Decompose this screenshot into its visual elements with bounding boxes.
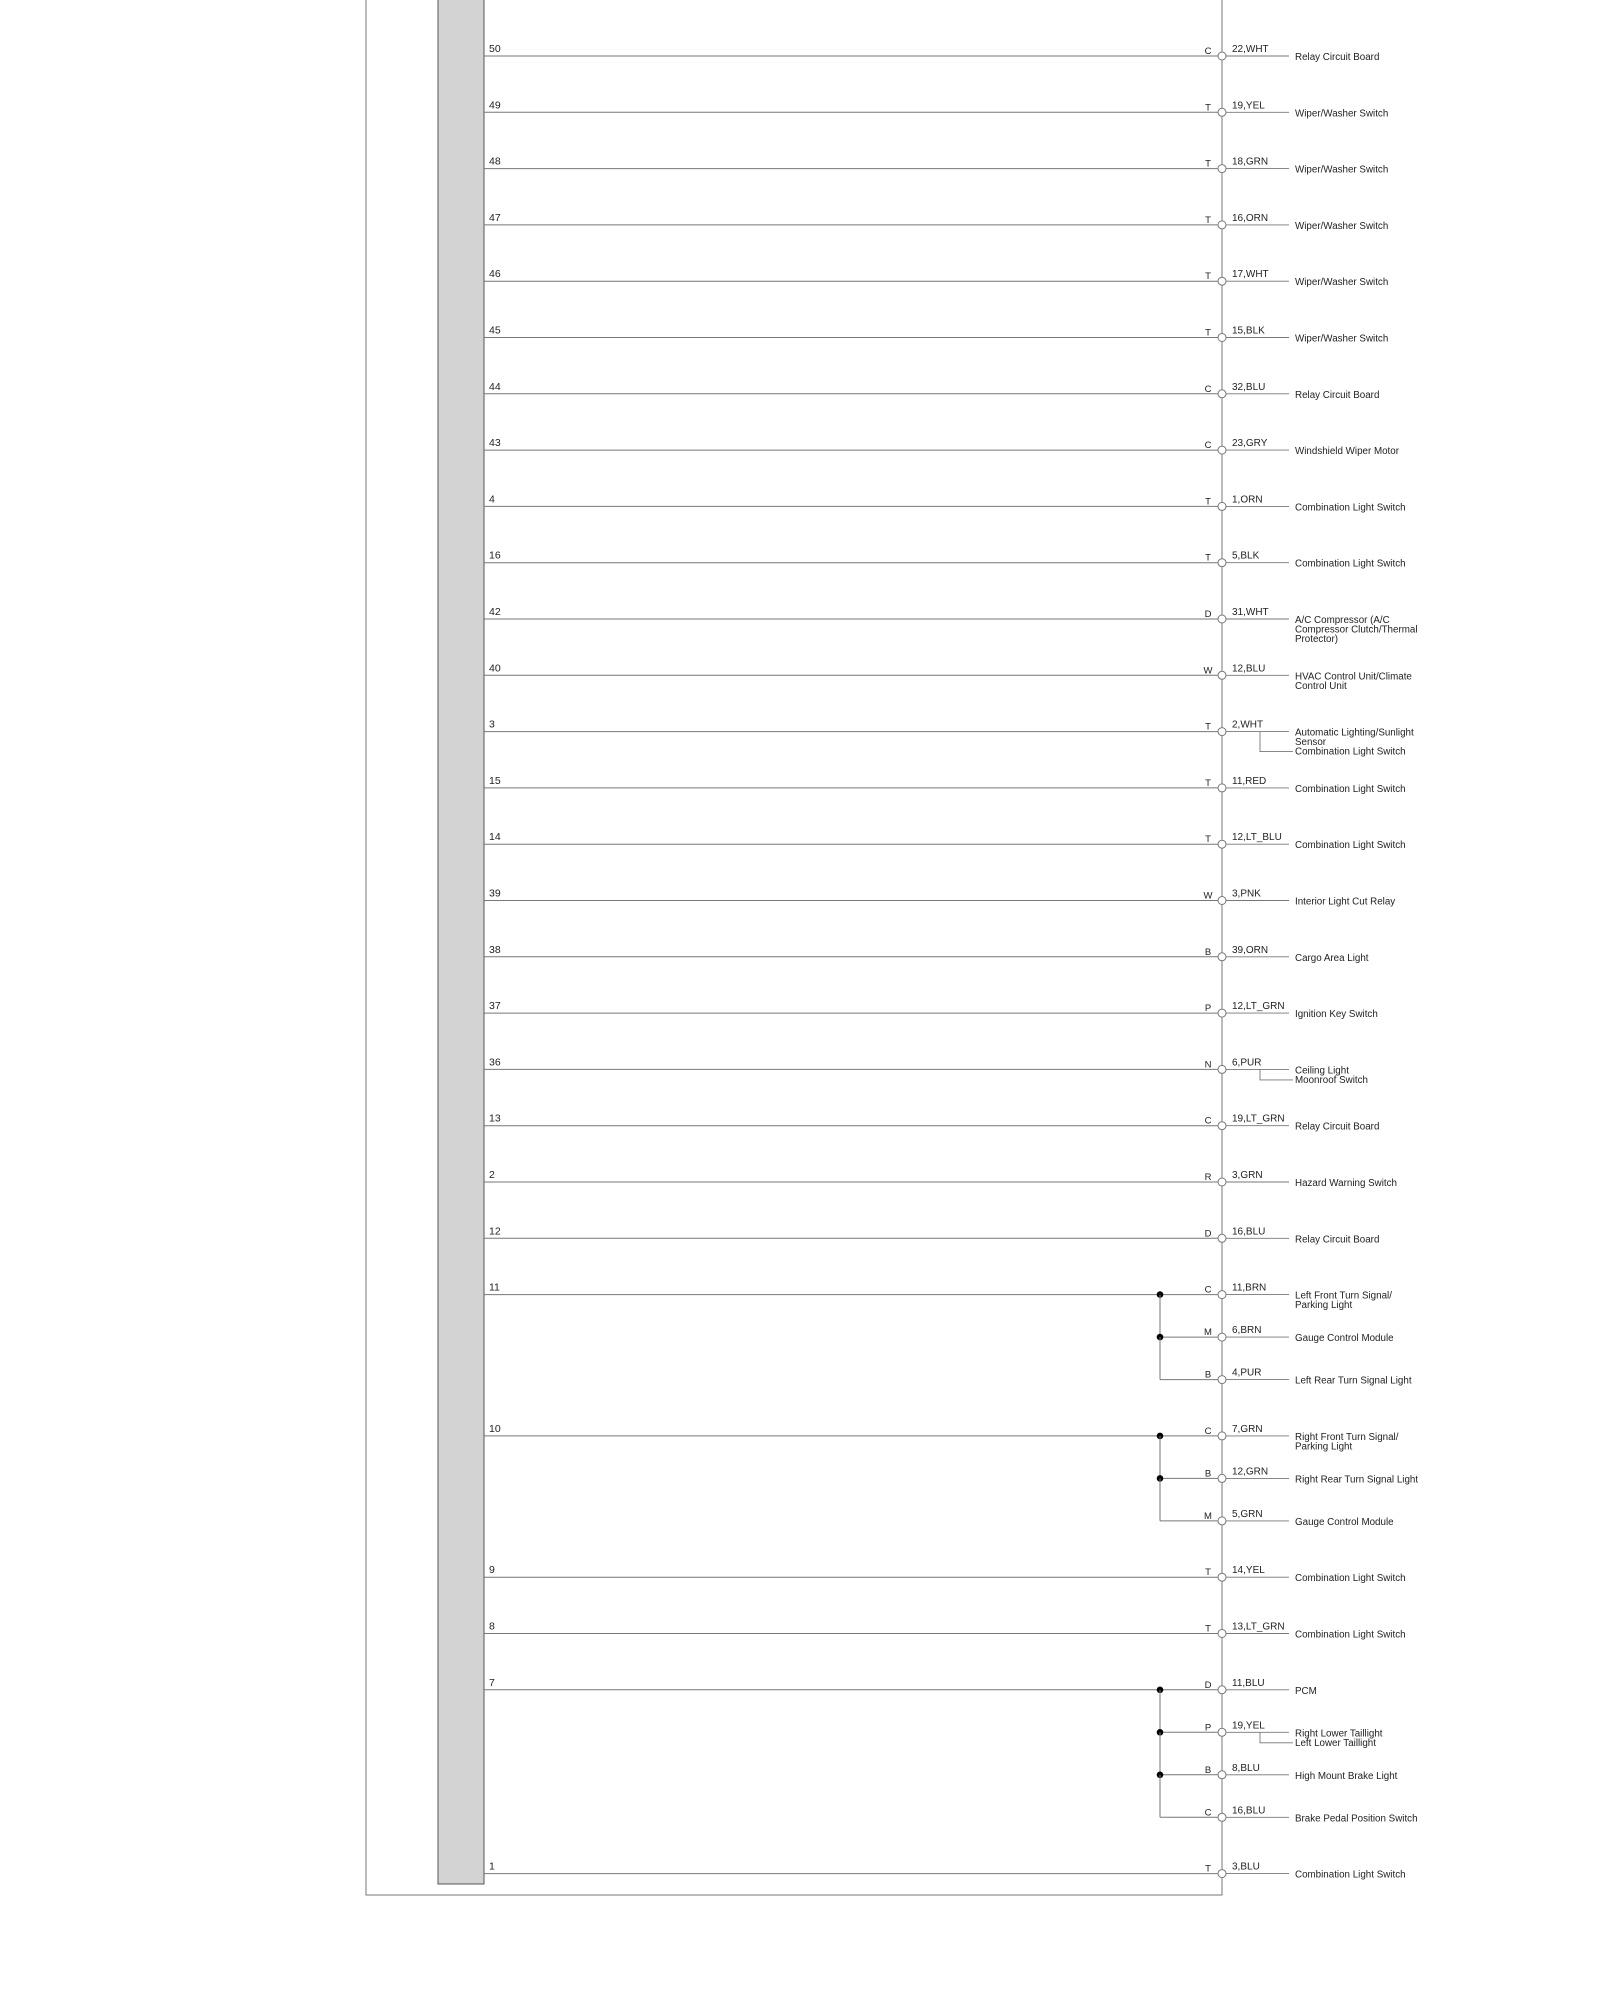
destination-label: Left Rear Turn Signal Light (1295, 1375, 1412, 1387)
wire-row (484, 1423, 1418, 1528)
wire-row (484, 99, 1388, 119)
connector-id: P (1204, 1722, 1212, 1734)
connector-id: T (1205, 102, 1211, 114)
destination-label: Right Front Turn Signal/ (1295, 1431, 1399, 1443)
destination-label: Right Lower Taillight (1295, 1728, 1383, 1740)
pin-number: 42 (489, 606, 501, 618)
pin-number: 9 (489, 1564, 495, 1577)
destination-label: Interior Light Cut Relay (1295, 896, 1396, 908)
destination-label: Gauge Control Module (1295, 1333, 1394, 1345)
terminal-circle (1218, 1630, 1226, 1638)
destination-label-secondary: Moonroof Switch (1295, 1074, 1368, 1086)
wire-label: 3,GRN (1232, 1170, 1263, 1181)
destination-label: Wiper/Washer Switch (1295, 108, 1389, 120)
wire-row (484, 381, 1379, 401)
wire-label: 16,BLU (1232, 1226, 1266, 1238)
wire-label: 19,YEL (1232, 100, 1265, 112)
connector-id: D (1204, 1679, 1212, 1691)
connector-id: N (1204, 1059, 1212, 1071)
wire-label: 1,ORN (1232, 494, 1263, 506)
destination-label: High Mount Brake Light (1295, 1770, 1398, 1782)
destination-label: Compressor Clutch/Thermal (1295, 624, 1418, 636)
wire-label: 12,GRN (1232, 1466, 1269, 1478)
terminal-circle (1218, 1178, 1226, 1186)
wire-label: 11,BRN (1232, 1282, 1267, 1294)
terminal-circle (1218, 784, 1226, 792)
wire-row (484, 1225, 1379, 1245)
destination-label: Ignition Key Switch (1295, 1009, 1378, 1021)
destination-label: Wiper/Washer Switch (1295, 220, 1389, 232)
destination-label: Left Front Turn Signal/ (1295, 1290, 1392, 1302)
connector-id: T (1205, 496, 1211, 508)
pin-number: 45 (489, 324, 501, 337)
terminal-circle (1218, 277, 1226, 285)
connector-id: T (1205, 158, 1211, 170)
wire-row (484, 1861, 1406, 1881)
pin-number: 13 (489, 1112, 501, 1125)
terminal-circle (1218, 1234, 1226, 1242)
connector-id: T (1205, 777, 1211, 789)
destination-label: Relay Circuit Board (1295, 1234, 1380, 1246)
connector-id: T (1205, 327, 1211, 339)
destination-label: Windshield Wiper Motor (1295, 446, 1399, 458)
connector-bar-layer (438, 0, 484, 1884)
wire-row (484, 719, 1414, 758)
terminal-circle (1218, 1333, 1226, 1341)
terminal-circle (1218, 1573, 1226, 1581)
connector-id: T (1205, 552, 1211, 564)
connector-id: C (1204, 46, 1212, 57)
connector-id: T (1205, 1863, 1211, 1875)
connector-id: C (1204, 1807, 1212, 1819)
terminal-circle (1218, 165, 1226, 173)
wire-row (484, 1000, 1378, 1020)
connector-id: T (1205, 1567, 1211, 1579)
pin-number: 1 (489, 1860, 495, 1873)
pin-number: 36 (489, 1056, 501, 1069)
destination-label: PCM (1295, 1685, 1317, 1697)
terminal-circle (1218, 1009, 1226, 1017)
wire-row (484, 1621, 1406, 1641)
terminal-circle (1218, 897, 1226, 905)
destination-label: Ceiling Light (1295, 1065, 1349, 1077)
wire-row (484, 156, 1388, 176)
wire-row (484, 831, 1406, 851)
pin-number: 10 (489, 1422, 501, 1435)
terminal-circle (1218, 840, 1226, 848)
destination-label-secondary: Left Lower Taillight (1295, 1737, 1376, 1749)
connector-id: T (1205, 834, 1211, 846)
wire-label: 22,WHT (1232, 44, 1269, 55)
connector-id: W (1203, 890, 1213, 902)
destination-label: Relay Circuit Board (1295, 389, 1380, 401)
wire-label: 16,ORN (1232, 212, 1269, 224)
terminal-circle (1218, 1065, 1226, 1073)
destination-label: Wiper/Washer Switch (1295, 277, 1389, 289)
terminal-circle (1218, 1517, 1226, 1525)
terminal-circle (1218, 1291, 1226, 1299)
connector-id: W (1203, 665, 1213, 677)
wire-label: 5,BLK (1232, 550, 1260, 562)
connector-id: B (1204, 1468, 1212, 1480)
wire-row (484, 1113, 1379, 1133)
wire-label: 12,BLU (1232, 663, 1266, 675)
wire-row (484, 268, 1388, 288)
wire-rows (484, 43, 1418, 1881)
destination-label: Wiper/Washer Switch (1295, 164, 1389, 176)
connector-bar (438, 0, 484, 1884)
wire-row (484, 43, 1379, 63)
wire-label: 3,PNK (1232, 888, 1261, 900)
destination-label: Relay Circuit Board (1295, 52, 1380, 63)
destination-label: Combination Light Switch (1295, 840, 1406, 852)
wire-row (484, 493, 1406, 513)
pin-number: 16 (489, 549, 501, 562)
wire-label: 14,YEL (1232, 1565, 1265, 1577)
destination-label: Protector) (1295, 634, 1339, 645)
destination-label: Brake Pedal Position Switch (1295, 1813, 1418, 1825)
terminal-circle (1218, 1376, 1226, 1384)
pin-number: 47 (489, 211, 501, 224)
destination-label: Relay Circuit Board (1295, 1121, 1380, 1133)
destination-label: Sensor (1295, 737, 1327, 749)
pin-number: 40 (489, 662, 501, 675)
connector-id: C (1204, 1284, 1212, 1296)
wire-label: 6,PUR (1232, 1057, 1262, 1069)
destination-label: Hazard Warning Switch (1295, 1178, 1397, 1189)
wire-label: 16,BLU (1232, 1805, 1266, 1817)
connector-id: D (1204, 1228, 1212, 1240)
wire-label: 18,GRN (1232, 156, 1269, 168)
connector-id: B (1204, 1369, 1212, 1381)
terminal-circle (1218, 221, 1226, 229)
wire-label: 8,BLU (1232, 1762, 1260, 1774)
destination-label: Gauge Control Module (1295, 1516, 1394, 1528)
destination-label-secondary: Combination Light Switch (1295, 746, 1406, 758)
connector-id: D (1204, 609, 1212, 620)
terminal-circle (1218, 1870, 1226, 1878)
wire-label: 13,LT_GRN (1232, 1621, 1285, 1633)
terminal-circle (1218, 52, 1226, 60)
destination-label: Right Rear Turn Signal Light (1295, 1474, 1419, 1486)
destination-label: Cargo Area Light (1295, 952, 1369, 964)
destination-label: Combination Light Switch (1295, 1629, 1406, 1641)
wire-row (484, 888, 1395, 908)
split-leader-line (1260, 1732, 1293, 1743)
pin-number: 50 (489, 43, 501, 55)
wire-label: 4,PUR (1232, 1367, 1262, 1379)
terminal-circle (1218, 1474, 1226, 1482)
wire-row (484, 1282, 1412, 1387)
wire-row (484, 550, 1406, 570)
terminal-circle (1218, 953, 1226, 961)
pin-number: 11 (489, 1281, 500, 1294)
wire-row (484, 212, 1388, 232)
pin-number: 3 (489, 718, 495, 731)
wire-row (484, 606, 1418, 645)
connector-id: B (1204, 946, 1212, 958)
wire-row (484, 1677, 1418, 1825)
terminal-circle (1218, 390, 1226, 398)
destination-label: HVAC Control Unit/Climate (1295, 671, 1412, 683)
wire-label: 7,GRN (1232, 1423, 1263, 1435)
wire-label: 32,BLU (1232, 381, 1266, 393)
wire-label: 2,WHT (1232, 719, 1264, 731)
wire-row (484, 1564, 1406, 1584)
wire-label: 15,BLK (1232, 325, 1265, 337)
pin-number: 44 (489, 380, 501, 393)
pin-number: 46 (489, 268, 501, 281)
connector-id: C (1204, 440, 1212, 452)
wire-label: 39,ORN (1232, 944, 1269, 956)
connector-id: C (1204, 1425, 1212, 1437)
connector-id: T (1205, 271, 1211, 283)
pin-number: 39 (489, 887, 501, 900)
pin-number: 38 (489, 943, 501, 956)
wire-label: 19,LT_GRN (1232, 1113, 1285, 1125)
destination-label: Parking Light (1295, 1300, 1353, 1312)
wire-label: 11,BLU (1232, 1677, 1265, 1689)
wire-label: 6,BRN (1232, 1325, 1262, 1337)
terminal-circle (1218, 1686, 1226, 1694)
destination-label: Combination Light Switch (1295, 558, 1406, 570)
terminal-circle (1218, 108, 1226, 116)
destination-label: Combination Light Switch (1295, 1573, 1406, 1585)
connector-id: M (1204, 1327, 1212, 1339)
wire-row (484, 437, 1400, 457)
pin-number: 12 (489, 1225, 501, 1238)
terminal-circle (1218, 334, 1226, 342)
pin-number: 2 (489, 1169, 495, 1181)
terminal-circle (1218, 671, 1226, 679)
wire-label: 23,GRY (1232, 438, 1268, 450)
split-leader-line (1260, 1069, 1293, 1080)
wire-row (484, 325, 1388, 345)
pin-number: 43 (489, 437, 501, 450)
destination-label: Wiper/Washer Switch (1295, 333, 1389, 345)
pin-number: 4 (489, 493, 495, 506)
terminal-circle (1218, 446, 1226, 454)
pin-number: 8 (489, 1620, 495, 1633)
wire-label: 19,YEL (1232, 1720, 1265, 1732)
pin-number: 7 (489, 1676, 495, 1689)
wire-label: 31,WHT (1232, 607, 1269, 618)
destination-label: Combination Light Switch (1295, 502, 1406, 514)
connector-id: P (1204, 1003, 1212, 1015)
connector-id: C (1204, 383, 1212, 395)
wire-label: 17,WHT (1232, 269, 1269, 281)
terminal-circle (1218, 1728, 1226, 1736)
split-leader-line (1260, 732, 1293, 752)
wire-row (484, 1169, 1397, 1189)
terminal-circle (1218, 728, 1226, 736)
wire-label: 12,LT_GRN (1232, 1001, 1285, 1013)
terminal-circle (1218, 1771, 1226, 1779)
pin-number: 15 (489, 774, 501, 787)
destination-label: A/C Compressor (A/C (1295, 615, 1390, 626)
terminal-circle (1218, 559, 1226, 567)
wire-label: 5,GRN (1232, 1508, 1263, 1520)
destination-label: Control Unit (1295, 680, 1347, 692)
connector-id: B (1204, 1764, 1212, 1776)
destination-label: Parking Light (1295, 1441, 1353, 1453)
wire-row (484, 662, 1412, 692)
connector-id: T (1205, 214, 1211, 226)
connector-id: R (1204, 1172, 1212, 1183)
connector-id: T (1205, 1623, 1211, 1635)
terminal-circle (1218, 1813, 1226, 1821)
terminal-circle (1218, 1122, 1226, 1130)
connector-id: C (1204, 1115, 1212, 1127)
pin-number: 37 (489, 1000, 501, 1013)
wire-row (484, 1056, 1368, 1086)
pin-number: 14 (489, 831, 501, 844)
wire-label: 12,LT_BLU (1232, 832, 1282, 844)
pin-number: 49 (489, 99, 501, 112)
connector-id: M (1204, 1510, 1212, 1522)
destination-label: Automatic Lighting/Sunlight (1295, 727, 1414, 739)
wire-row (484, 775, 1406, 795)
wire-label: 11,RED (1232, 775, 1267, 787)
terminal-circle (1218, 615, 1226, 623)
connector-id: T (1205, 721, 1211, 733)
destination-label: Combination Light Switch (1295, 783, 1406, 795)
terminal-circle (1218, 502, 1226, 510)
destination-label: Combination Light Switch (1295, 1869, 1406, 1881)
terminal-circle (1218, 1432, 1226, 1440)
wire-row (484, 944, 1369, 964)
pin-number: 48 (489, 155, 501, 168)
wire-label: 3,BLU (1232, 1861, 1260, 1873)
